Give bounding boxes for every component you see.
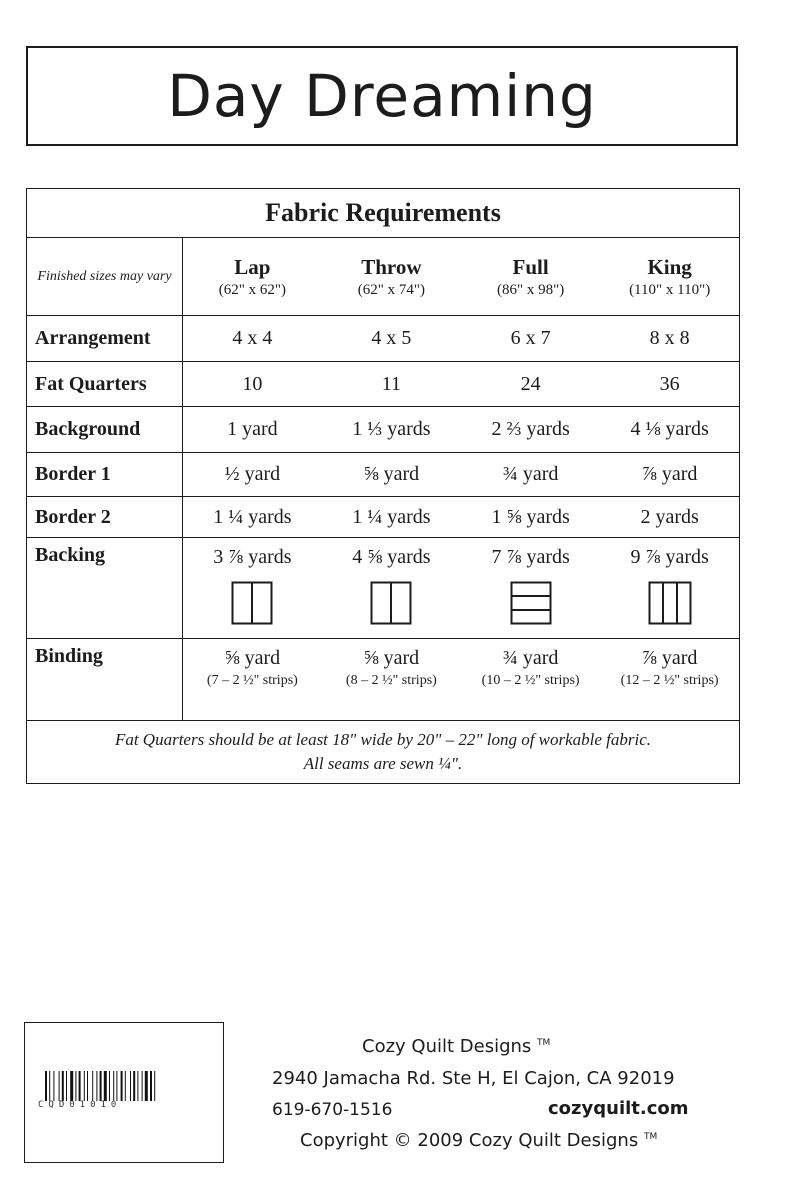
fabric-requirements-table [26,188,740,784]
pattern-title: Day Dreaming [167,62,597,130]
barcode-bar [145,1071,148,1101]
cell: 2 yards [600,497,739,538]
row-fat-quarters [27,362,740,407]
binding-strips: (7 – 2 ½" strips) [206,673,298,688]
barcode-bar [59,1071,60,1101]
company-website: cozyquilt.com [548,1098,689,1119]
cell: 1 ¼ yards [322,497,461,538]
row-label: Arrangement [27,316,183,362]
cell: 1 ⅓ yards [322,407,461,453]
backing-yardage: 9 ⅞ yards [630,546,709,568]
row-label: Background [27,407,183,453]
cell: 1 yard [183,407,322,453]
title-box [26,46,738,146]
barcode-icon [45,1071,205,1101]
copyright-notice [300,1130,657,1151]
barcode-bar [100,1071,102,1101]
barcode-bar [70,1071,73,1101]
cell: ⅞ yard [600,453,739,497]
barcode-bar [113,1071,114,1101]
size-dims: (86" x 98") [497,281,565,298]
backing-yardage: 7 ⅞ yards [491,546,570,568]
barcode-bar [75,1071,76,1101]
cell [183,538,322,639]
cell: ½ yard [183,453,322,497]
size-name: Lap [234,254,271,279]
cell [322,538,461,639]
barcode-bar [116,1071,117,1101]
barcode-bar [79,1071,81,1101]
row-label: Border 2 [27,497,183,538]
table-footnote [27,721,740,784]
binding-yardage: ¾ yard [502,647,559,669]
trademark-mark: TM [537,1038,551,1048]
size-throw [322,238,461,316]
row-arrangement [27,316,740,362]
row-background [27,407,740,453]
barcode-bar [53,1071,54,1101]
row-border-1 [27,453,740,497]
barcode-bar [96,1071,97,1101]
backing-yardage: 3 ⅞ yards [213,546,292,568]
size-lap [183,238,322,316]
binding-yardage: ⅞ yard [641,647,698,669]
row-binding [27,639,740,721]
barcode-bar [125,1071,126,1101]
size-name: Throw [361,254,422,279]
barcode-bar [130,1071,131,1101]
cell: 11 [322,362,461,407]
row-label: Border 1 [27,453,183,497]
barcode-bar [142,1071,143,1101]
row-border-2 [27,497,740,538]
copyright-text: Copyright © 2009 Cozy Quilt Designs [300,1130,639,1151]
barcode-bar [45,1071,47,1101]
cell: 36 [600,362,739,407]
three-horizontal-panels-icon [510,581,552,625]
trademark-mark: TM [643,1132,658,1142]
cell [600,639,739,721]
size-dims: (62" x 62") [218,281,286,298]
footnote-line-2: All seams are sewn ¼". [303,754,463,773]
size-dims: (62" x 74") [357,281,425,298]
barcode-bar [133,1071,135,1101]
binding-strips: (8 – 2 ½" strips) [345,673,437,688]
barcode-bar [121,1071,123,1101]
company-name-text: Cozy Quilt Designs [362,1036,532,1057]
cell: ⅝ yard [322,453,461,497]
cell: 24 [461,362,600,407]
backing-yardage: 4 ⅝ yards [352,546,431,568]
company-name [362,1036,550,1057]
barcode-bar [49,1071,50,1101]
barcode-text: CQD01010 [38,1100,122,1110]
table-heading: Fabric Requirements [27,189,740,238]
cell: 1 ⅝ yards [461,497,600,538]
barcode-bar [154,1071,155,1101]
two-vertical-panels-icon [370,581,412,625]
cell: 4 x 4 [183,316,322,362]
cell [461,538,600,639]
cell: 6 x 7 [461,316,600,362]
cell: ¾ yard [461,453,600,497]
finished-size-note: Finished sizes may vary [27,238,183,316]
size-name: Full [512,254,549,279]
barcode-bar [92,1071,93,1101]
cell [322,639,461,721]
size-header-row [27,238,740,316]
row-backing [27,538,740,639]
three-vertical-panels-icon [648,581,692,625]
barcode-bar [66,1071,67,1101]
two-vertical-panels-icon [231,581,273,625]
barcode-bar [137,1071,138,1101]
barcode-bar [104,1071,107,1101]
binding-strips: (10 – 2 ½" strips) [481,673,580,688]
row-label: Fat Quarters [27,362,183,407]
cell [183,639,322,721]
barcode-bar [84,1071,85,1101]
size-full [461,238,600,316]
size-dims: (110" x 110") [629,281,711,298]
barcode-box [24,1022,224,1163]
barcode-bar [87,1071,88,1101]
cell: 4 x 5 [322,316,461,362]
company-phone: 619-670-1516 [272,1100,393,1120]
binding-strips: (12 – 2 ½" strips) [620,673,719,688]
cell: 8 x 8 [600,316,739,362]
cell: 1 ¼ yards [183,497,322,538]
cell: 4 ⅛ yards [600,407,739,453]
barcode-bar [109,1071,110,1101]
cell [600,538,739,639]
row-label: Binding [27,639,183,721]
cell: 2 ⅔ yards [461,407,600,453]
cell [461,639,600,721]
barcode-bar [62,1071,64,1101]
cell: 10 [183,362,322,407]
binding-yardage: ⅝ yard [224,647,281,669]
barcode-bar [150,1071,152,1101]
binding-yardage: ⅝ yard [363,647,420,669]
size-king [600,238,739,316]
company-address: 2940 Jamacha Rd. Ste H, El Cajon, CA 92019 [272,1068,675,1089]
row-label: Backing [27,538,183,639]
footnote-line-1: Fat Quarters should be at least 18" wide by 20" – 22" long of workable fabric. [114,730,652,750]
size-name: King [647,254,692,279]
